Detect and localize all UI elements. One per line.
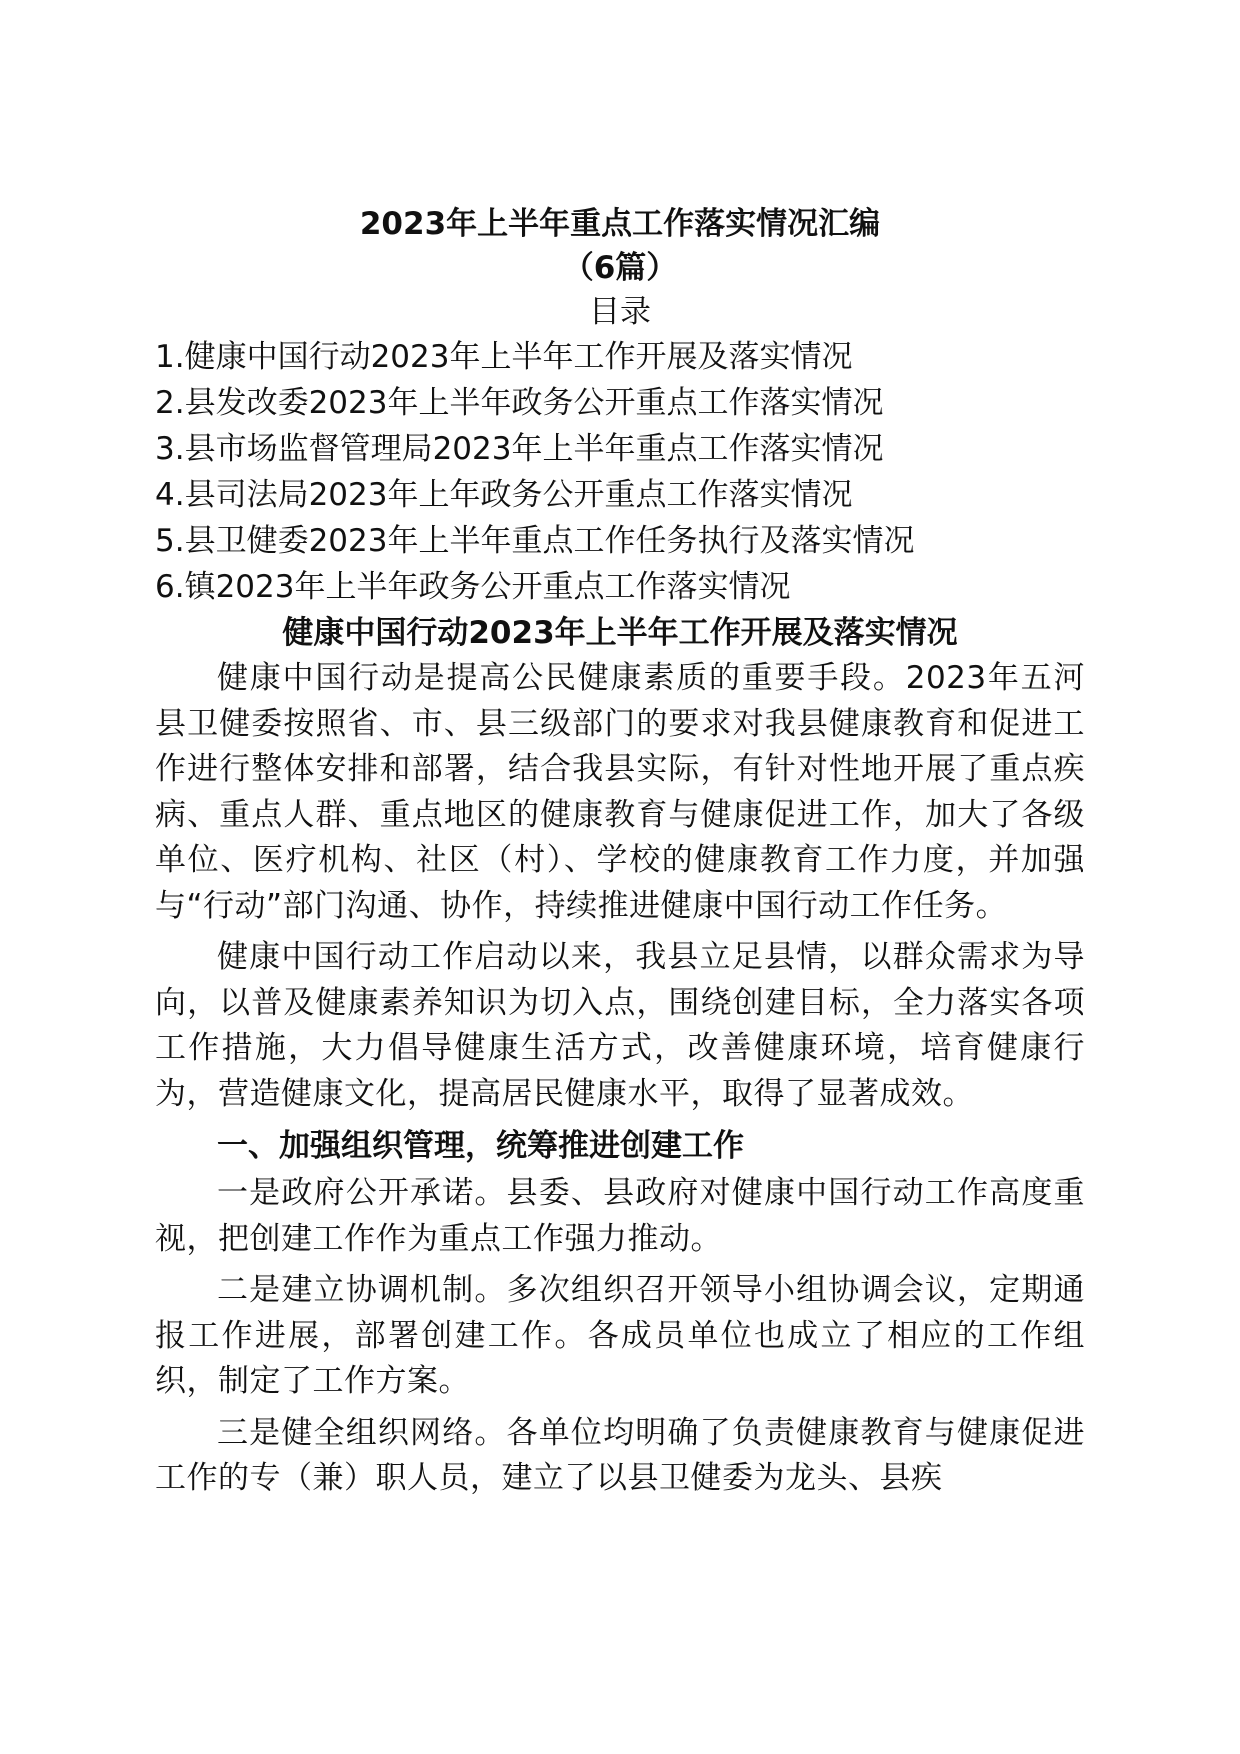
document-title-line2: （6篇） <box>562 250 678 286</box>
document-body <box>155 202 1085 1508</box>
body-paragraph: 三是健全组织网络。各单位均明确了负责健康教育与健康促进工作的专（兼）职人员，建立了以县卫健委为龙头、县疾 <box>155 1414 1085 1496</box>
toc-item: 5.县卫健委2023年上半年重点工作任务执行及落实情况 <box>155 523 915 559</box>
toc-item: 6.镇2023年上半年政务公开重点工作落实情况 <box>155 569 791 605</box>
toc-item: 1.健康中国行动2023年上半年工作开展及落实情况 <box>155 339 853 375</box>
document-title-line1: 2023年上半年重点工作落实情况汇编 <box>359 206 881 242</box>
subheading: 一、加强组织管理，统筹推进创建工作 <box>217 1128 744 1164</box>
table-of-contents <box>155 334 1085 610</box>
body-paragraph: 健康中国行动是提高公民健康素质的重要手段。2023年五河县卫健委按照省、市、县三级部门的要求对我县健康教育和促进工作进行整体安排和部署，结合我县实际，有针对性地开展了重点疾病、重点人群、重点地区的健康教育与健康促进工作，加大了各级单位、医疗机构、社区（村）、学校的健康教育工作力度，并加强与“行动”部门沟通、协作，持续推进健康中国行动工作任务。 <box>155 660 1085 924</box>
toc-item: 2.县发改委2023年上半年政务公开重点工作落实情况 <box>155 385 884 421</box>
body-paragraph: 一是政府公开承诺。县委、县政府对健康中国行动工作高度重视，把创建工作作为重点工作强力推动。 <box>155 1175 1085 1257</box>
toc-heading: 目录 <box>589 294 651 330</box>
section-title: 健康中国行动2023年上半年工作开展及落实情况 <box>282 615 958 651</box>
body-paragraph: 健康中国行动工作启动以来，我县立足县情，以群众需求为导向，以普及健康素养知识为切入点，围绕创建目标，全力落实各项工作措施，大力倡导健康生活方式，改善健康环境，培育健康行为，营造健康文化，提高居民健康水平，取得了显著成效。 <box>155 939 1085 1112</box>
toc-item: 4.县司法局2023年上年政务公开重点工作落实情况 <box>155 477 853 513</box>
toc-item: 3.县市场监督管理局2023年上半年重点工作落实情况 <box>155 431 884 467</box>
document-title <box>155 202 1085 290</box>
body-paragraph: 二是建立协调机制。多次组织召开领导小组协调会议，定期通报工作进展，部署创建工作。各成员单位也成立了相应的工作组织，制定了工作方案。 <box>155 1272 1085 1399</box>
